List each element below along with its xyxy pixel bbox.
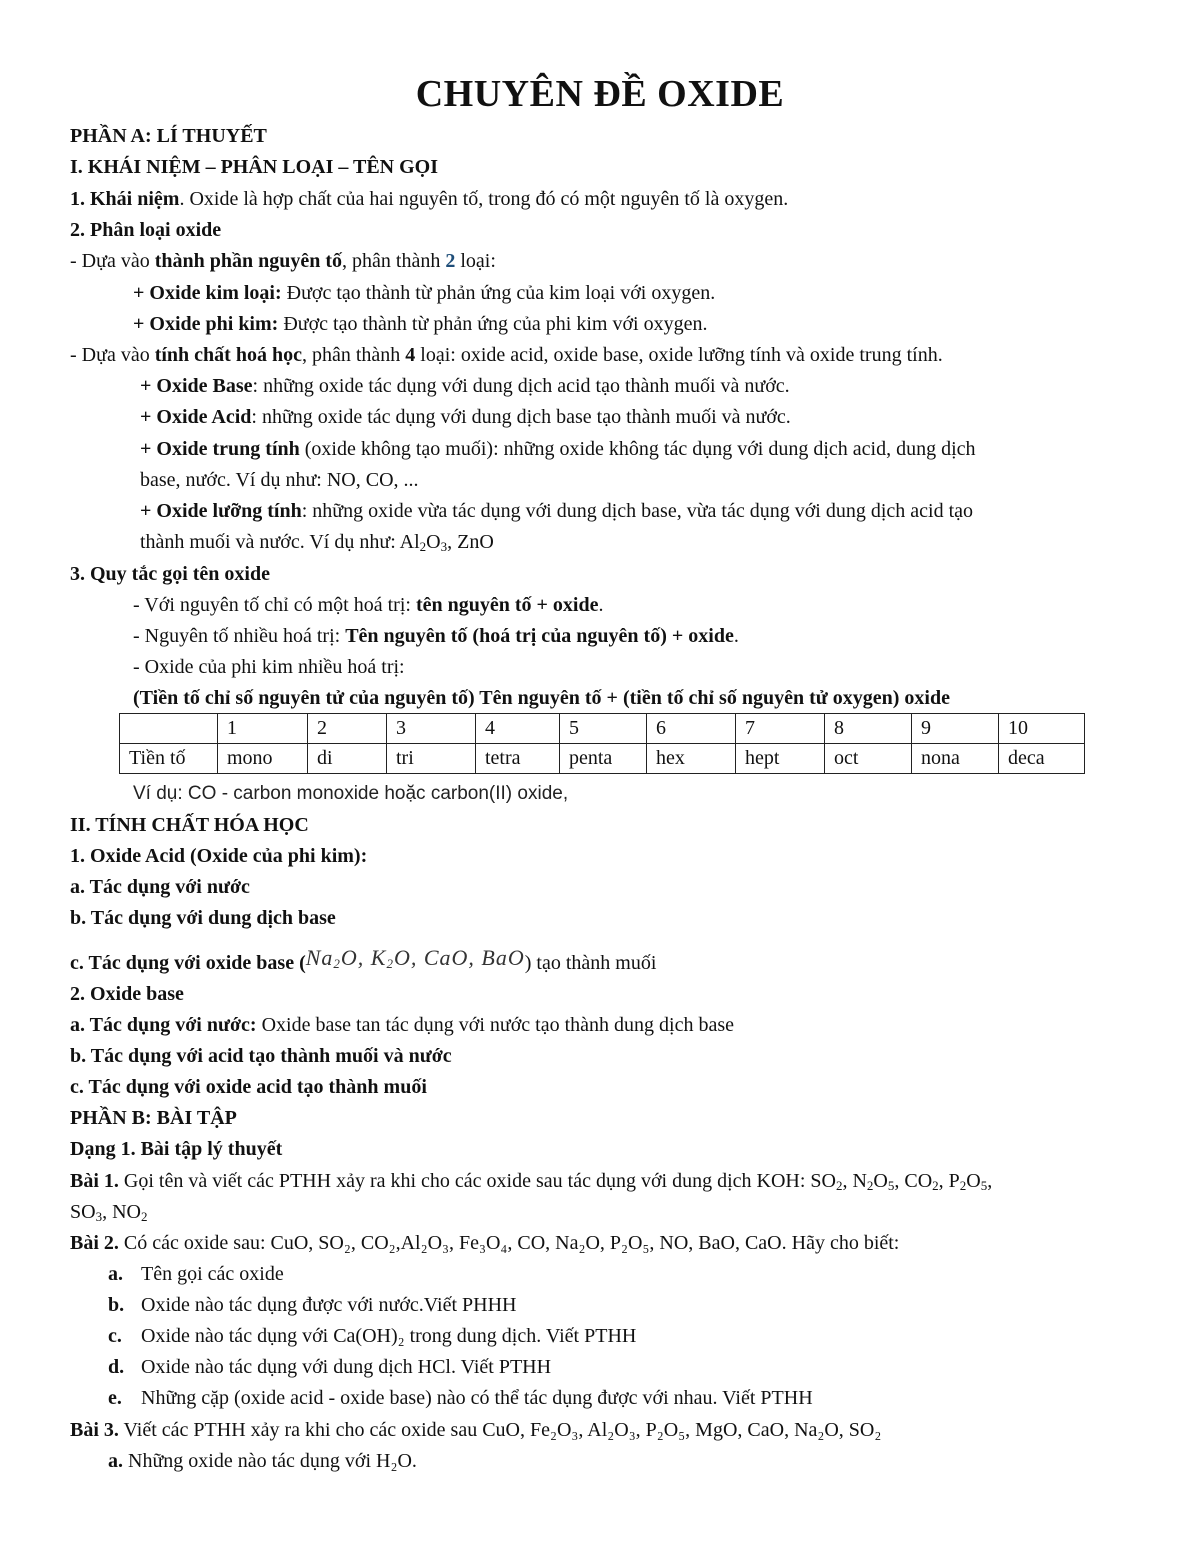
table-cell bbox=[120, 714, 218, 744]
text-run-bold: tính chất hoá học bbox=[154, 344, 302, 366]
naming-rule-2 bbox=[133, 624, 739, 648]
definition-text: . Oxide là hợp chất của hai nguyên tố, trong đó có một nguyên tố là oxygen. bbox=[179, 188, 789, 210]
subscript: 3 bbox=[95, 1209, 103, 1224]
text-run: , NO bbox=[102, 1201, 141, 1223]
exercise-label: Bài 1. bbox=[70, 1170, 119, 1192]
list-text: Oxide nào tác dụng được với nước.Viết PHHH bbox=[141, 1294, 517, 1316]
count-number: 2 bbox=[445, 250, 456, 272]
acid-oxide-item-b: b. Tác dụng với dung dịch base bbox=[70, 907, 336, 929]
text-run: ) tạo thành muối bbox=[524, 952, 657, 974]
table-cell: tetra bbox=[476, 744, 560, 774]
text-run: Gọi tên và viết các PTHH xảy ra khi cho các oxide sau tác dụng với dung dịch KOH: SO bbox=[118, 1170, 836, 1192]
table-header-row bbox=[120, 714, 1085, 744]
acid-oxide-item-c bbox=[70, 945, 657, 975]
amphoteric-oxide-line-2 bbox=[140, 530, 494, 554]
table-cell: 1 bbox=[218, 714, 308, 744]
example-line: Ví dụ: CO - carbon monoxide hoặc carbon(II) oxide, bbox=[133, 783, 569, 804]
text-run: O bbox=[426, 531, 441, 553]
exercise-3 bbox=[70, 1418, 881, 1442]
list-item bbox=[108, 1293, 516, 1317]
section-2-heading: II. TÍNH CHẤT HÓA HỌC bbox=[70, 814, 309, 836]
text-run: , CO bbox=[894, 1170, 933, 1192]
list-marker: b. bbox=[108, 1294, 125, 1316]
table-cell: 2 bbox=[308, 714, 387, 744]
table-row bbox=[120, 744, 1085, 774]
table-cell: 4 bbox=[476, 714, 560, 744]
list-marker: c. bbox=[108, 1325, 122, 1347]
exercise-3-item-a bbox=[108, 1449, 417, 1473]
metal-oxide-label: + Oxide kim loại: bbox=[133, 282, 282, 304]
text-run: Có các oxide sau: CuO, SO₂, CO₂,Al₂O₃, Fe₃O₄, CO, Na₂O, P₂O₅, NO, BaO, CaO. Hãy cho biết: bbox=[118, 1232, 900, 1254]
table-cell: deca bbox=[999, 744, 1085, 774]
subscript: 2 bbox=[140, 1209, 148, 1224]
base-oxide-text: : những oxide tác dụng với dung dịch acid tạo thành muối và nước. bbox=[252, 375, 790, 397]
acid-oxide-text: : những oxide tác dụng với dung dịch base tạo thành muối và nước. bbox=[251, 406, 791, 428]
acid-oxide-heading: 1. Oxide Acid (Oxide của phi kim): bbox=[70, 845, 368, 867]
list-text: Những cặp (oxide acid - oxide base) nào có thể tác dụng được với nhau. Viết PTHH bbox=[141, 1387, 813, 1409]
table-cell: Tiền tố bbox=[120, 744, 218, 774]
subscript: 2 bbox=[386, 956, 394, 971]
acid-oxide-item-a: a. Tác dụng với nước bbox=[70, 876, 250, 898]
table-cell: 3 bbox=[387, 714, 476, 744]
table-cell: penta bbox=[560, 744, 647, 774]
definition-label: 1. Khái niệm bbox=[70, 188, 180, 210]
list-marker: a. bbox=[108, 1263, 123, 1285]
list-item bbox=[108, 1262, 284, 1286]
list-item bbox=[108, 1324, 636, 1348]
subscript: 5 bbox=[980, 1178, 988, 1193]
subscript: 2 bbox=[333, 956, 341, 971]
list-marker: a. bbox=[108, 1450, 123, 1472]
part-b-heading: PHẦN B: BÀI TẬP bbox=[70, 1107, 237, 1129]
text-run: - Dựa vào bbox=[70, 250, 155, 272]
exercise-label: Bài 3. bbox=[70, 1419, 119, 1441]
naming-rule-1 bbox=[133, 593, 603, 617]
text-run: loại: oxide acid, oxide base, oxide lưỡng tính và oxide trung tính. bbox=[415, 344, 943, 366]
base-oxide-item-c: c. Tác dụng với oxide acid tạo thành muối bbox=[70, 1076, 427, 1098]
text-run: loại: bbox=[455, 250, 496, 272]
text-run: , bbox=[987, 1170, 993, 1192]
part-a-heading: PHẦN A: LÍ THUYẾT bbox=[70, 125, 267, 147]
formula-part: O, CaO, BaO bbox=[393, 945, 525, 970]
subscript: 3 bbox=[440, 539, 448, 554]
table-cell: 9 bbox=[912, 714, 999, 744]
text-run: , ZnO bbox=[447, 531, 494, 553]
neutral-oxide-text: (oxide không tạo muối): những oxide không tác dụng với dung dịch acid, dung dịch bbox=[299, 438, 976, 460]
metal-oxide-line bbox=[133, 281, 715, 305]
nonmetal-oxide-line bbox=[133, 312, 707, 336]
formula-part: Na bbox=[305, 945, 334, 970]
base-oxide-label: + Oxide Base bbox=[140, 375, 253, 397]
subscript: 2 bbox=[932, 1178, 939, 1193]
exercise-1 bbox=[70, 1169, 992, 1193]
amphoteric-oxide-text: : những oxide vừa tác dụng với dung dịch base, vừa tác dụng với dung dịch acid tạo bbox=[301, 500, 974, 522]
text-run: , phân thành bbox=[301, 344, 406, 366]
table-cell: 10 bbox=[999, 714, 1085, 744]
base-oxide-item-a bbox=[70, 1013, 734, 1037]
definition-line bbox=[70, 187, 788, 211]
naming-rules-heading: 3. Quy tắc gọi tên oxide bbox=[70, 563, 270, 585]
table-cell: 5 bbox=[560, 714, 647, 744]
text-run: Oxide base tan tác dụng với nước tạo thành dung dịch base bbox=[256, 1014, 735, 1036]
subscript: 5 bbox=[887, 1178, 895, 1193]
table-cell: 6 bbox=[647, 714, 736, 744]
nonmetal-oxide-text: Được tạo thành từ phản ứng của phi kim với oxygen. bbox=[278, 313, 708, 335]
text-run: , N bbox=[842, 1170, 867, 1192]
table-cell: 8 bbox=[825, 714, 912, 744]
table-cell: di bbox=[308, 744, 387, 774]
table-cell: nona bbox=[912, 744, 999, 774]
exercise-1-line-2 bbox=[70, 1200, 147, 1224]
subscript: 2 bbox=[419, 539, 427, 554]
text-run: - Nguyên tố nhiều hoá trị: bbox=[133, 625, 346, 647]
list-item bbox=[108, 1355, 551, 1379]
metal-oxide-text: Được tạo thành từ phản ứng của kim loại với oxygen. bbox=[281, 282, 716, 304]
list-text: Oxide nào tác dụng với dung dịch HCl. Viết PTHH bbox=[141, 1356, 552, 1378]
text-run: Viết các PTHH xảy ra khi cho các oxide sau CuO, Fe₂O₃, Al₂O₃, P₂O₅, MgO, CaO, Na₂O, SO₂ bbox=[118, 1419, 882, 1441]
table-cell: 7 bbox=[736, 714, 825, 744]
acid-oxide-label: + Oxide Acid bbox=[140, 406, 252, 428]
classification-by-chemistry bbox=[70, 343, 943, 367]
exercise-2 bbox=[70, 1231, 899, 1255]
text-run: - Với nguyên tố chỉ có một hoá trị: bbox=[133, 594, 416, 616]
nonmetal-oxide-label: + Oxide phi kim: bbox=[133, 313, 279, 335]
text-run: O bbox=[966, 1170, 981, 1192]
amphoteric-oxide-line bbox=[140, 499, 973, 523]
base-oxide-item-b: b. Tác dụng với acid tạo thành muối và nước bbox=[70, 1045, 452, 1067]
text-run-bold: c. Tác dụng với oxide base ( bbox=[70, 952, 306, 974]
formula-image bbox=[306, 945, 525, 970]
table-cell: oct bbox=[825, 744, 912, 774]
classification-heading: 2. Phân loại oxide bbox=[70, 219, 222, 241]
naming-rule-formula: (Tiền tố chỉ số nguyên tử của nguyên tố) Tên nguyên tố + (tiền tố chỉ số nguyên tử oxygen) oxide bbox=[133, 687, 950, 709]
formula-part: O, K bbox=[340, 945, 387, 970]
list-text: Những oxide nào tác dụng với H₂O. bbox=[123, 1450, 417, 1472]
table-cell: hex bbox=[647, 744, 736, 774]
neutral-oxide-line bbox=[140, 437, 976, 461]
text-run: . bbox=[733, 625, 739, 647]
text-run: , phân thành bbox=[342, 250, 446, 272]
classification-by-element bbox=[70, 249, 496, 273]
amphoteric-oxide-label: + Oxide lưỡng tính bbox=[140, 500, 302, 522]
text-run-bold: thành phần nguyên tố bbox=[154, 250, 343, 272]
table-cell: hept bbox=[736, 744, 825, 774]
text-run: SO bbox=[70, 1201, 96, 1223]
section-1-heading: I. KHÁI NIỆM – PHÂN LOẠI – TÊN GỌI bbox=[70, 156, 439, 178]
list-marker: e. bbox=[108, 1387, 122, 1409]
type-1-heading: Dạng 1. Bài tập lý thuyết bbox=[70, 1138, 283, 1160]
list-item bbox=[108, 1386, 813, 1410]
exercise-label: Bài 2. bbox=[70, 1232, 119, 1254]
text-run: O bbox=[873, 1170, 888, 1192]
neutral-oxide-line-2: base, nước. Ví dụ như: NO, CO, ... bbox=[140, 469, 419, 491]
table-cell: mono bbox=[218, 744, 308, 774]
text-run-bold: tên nguyên tố + oxide bbox=[415, 594, 599, 616]
list-text: Tên gọi các oxide bbox=[141, 1263, 284, 1285]
subscript: 2 bbox=[959, 1178, 967, 1193]
base-oxide-line bbox=[140, 374, 790, 398]
naming-rule-3: - Oxide của phi kim nhiều hoá trị: bbox=[133, 656, 405, 678]
list-marker: d. bbox=[108, 1356, 125, 1378]
prefix-table bbox=[119, 713, 1085, 774]
subscript: 2 bbox=[866, 1178, 874, 1193]
table-cell: tri bbox=[387, 744, 476, 774]
neutral-oxide-label: + Oxide trung tính bbox=[140, 438, 300, 460]
count-number: 4 bbox=[405, 344, 416, 366]
text-run: . bbox=[598, 594, 604, 616]
document-title: CHUYÊN ĐỀ OXIDE bbox=[415, 73, 785, 115]
text-run-bold: Tên nguyên tố (hoá trị của nguyên tố) + oxide bbox=[345, 625, 734, 647]
text-run: , P bbox=[938, 1170, 960, 1192]
text-run: - Dựa vào bbox=[70, 344, 155, 366]
base-oxide-heading: 2. Oxide base bbox=[70, 983, 184, 1005]
text-run: thành muối và nước. Ví dụ như: Al bbox=[140, 531, 420, 553]
list-text: Oxide nào tác dụng với Ca(OH)₂ trong dung dịch. Viết PTHH bbox=[141, 1325, 637, 1347]
subscript: 2 bbox=[835, 1178, 843, 1193]
acid-oxide-line bbox=[140, 405, 791, 429]
text-run-bold: a. Tác dụng với nước: bbox=[70, 1014, 257, 1036]
